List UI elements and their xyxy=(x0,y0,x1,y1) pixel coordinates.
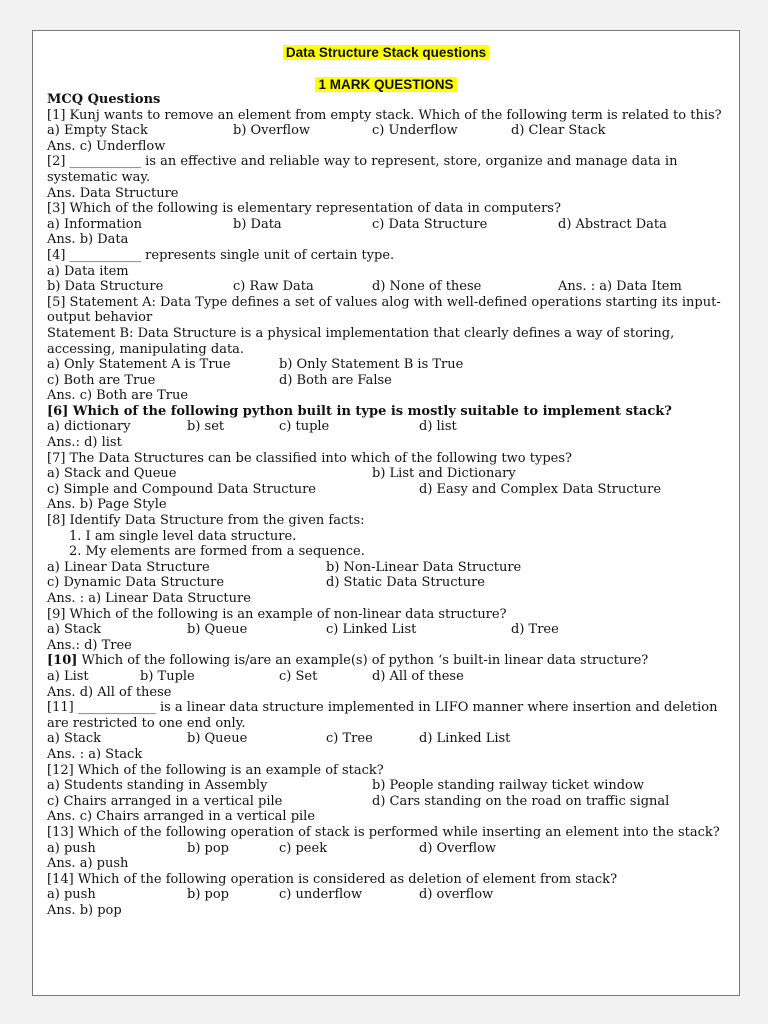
option-d: d) None of these xyxy=(372,279,482,295)
document-page xyxy=(32,30,740,996)
answer-12: Ans. c) Chairs arranged in a vertical pile xyxy=(47,809,316,825)
question-14-options xyxy=(47,887,731,903)
question-8-options-row2 xyxy=(47,575,731,591)
option-a: a) List xyxy=(47,668,89,684)
answer-3: Ans. b) Data xyxy=(47,232,129,248)
answer-5: Ans. c) Both are True xyxy=(47,388,189,404)
question-9: [9] Which of the following is an example of non-linear data structure? xyxy=(47,606,507,622)
option-a: a) Linear Data Structure xyxy=(47,559,210,575)
answer-7: Ans. b) Page Style xyxy=(47,497,167,513)
answer-1: Ans. c) Underflow xyxy=(47,138,166,154)
answer-9: Ans.: d) Tree xyxy=(47,637,132,653)
option-a: a) Stack and Queue xyxy=(47,466,177,482)
question-4-options xyxy=(47,279,731,295)
question-6-options xyxy=(47,419,731,435)
option-b: b) Queue xyxy=(187,622,248,638)
answer-10: Ans. d) All of these xyxy=(47,684,172,700)
option-b: b) Data Structure xyxy=(47,279,164,295)
answer-4: Ans. : a) Data Item xyxy=(558,279,682,295)
option-b: b) Queue xyxy=(187,731,248,747)
fact-1: 1. I am single level data structure. xyxy=(69,528,297,544)
question-list xyxy=(47,92,731,918)
option-b: b) Only Statement B is True xyxy=(279,357,464,373)
option-b: b) Non-Linear Data Structure xyxy=(326,559,522,575)
section-subtitle: 1 MARK QUESTIONS xyxy=(33,77,739,92)
option-c: c) peek xyxy=(279,840,328,856)
option-d: d) Tree xyxy=(511,622,559,638)
option-d: d) Static Data Structure xyxy=(326,575,485,591)
answer-14: Ans. b) pop xyxy=(47,902,122,918)
option-b: b) pop xyxy=(187,887,229,903)
fact-2: 2. My elements are formed from a sequence. xyxy=(69,544,365,560)
option-a: a) push xyxy=(47,887,96,903)
option-c: c) Dynamic Data Structure xyxy=(47,575,225,591)
document-title: Data Structure Stack questions xyxy=(33,45,739,60)
answer-6: Ans.: d) list xyxy=(47,435,122,451)
option-a: a) Data item xyxy=(47,263,129,279)
option-c: c) Chairs arranged in a vertical pile xyxy=(47,793,283,809)
option-d: d) Clear Stack xyxy=(511,123,606,139)
answer-8: Ans. : a) Linear Data Structure xyxy=(47,591,251,606)
question-12: [12] Which of the following is an example of stack? xyxy=(47,762,384,778)
option-d: d) All of these xyxy=(372,668,464,684)
option-b: b) Tuple xyxy=(140,668,195,684)
question-7-options-row1 xyxy=(47,466,731,482)
question-10-options xyxy=(47,669,731,685)
option-c: c) tuple xyxy=(279,419,330,435)
option-a: a) Empty Stack xyxy=(47,123,148,139)
option-a: a) Only Statement A is True xyxy=(47,357,231,373)
answer-2: Ans. Data Structure xyxy=(47,185,179,201)
option-a: a) push xyxy=(47,840,96,856)
option-d: d) overflow xyxy=(419,887,494,903)
option-c: c) Data Structure xyxy=(372,216,488,232)
question-3-options xyxy=(47,217,731,233)
question-6: [6] Which of the following python built in type is mostly suitable to implement stack? xyxy=(47,403,672,419)
option-b: b) People standing railway ticket window xyxy=(372,778,644,794)
question-9-options xyxy=(47,622,731,638)
question-8-options-row1 xyxy=(47,560,731,576)
option-d: d) Overflow xyxy=(419,840,497,856)
option-b: b) Overflow xyxy=(233,123,311,139)
answer-11: Ans. : a) Stack xyxy=(47,746,143,762)
question-1-options xyxy=(47,123,731,139)
question-13-options xyxy=(47,841,731,857)
question-13: [13] Which of the following operation of stack is performed while inserting an element into the stack? xyxy=(47,824,720,840)
question-11-options xyxy=(47,731,731,747)
option-c: c) Raw Data xyxy=(233,279,314,295)
question-5-statement-b: Statement B: Data Structure is a physical implementation that clearly defines a way of storing, accessing, manipulating data. xyxy=(47,325,675,357)
question-8: [8] Identify Data Structure from the given facts: xyxy=(47,513,365,529)
option-c: c) Both are True xyxy=(47,372,156,388)
question-5-options-row2 xyxy=(47,373,731,389)
question-1: [1] Kunj wants to remove an element from empty stack. Which of the following term is related to this? xyxy=(47,107,722,123)
option-c: c) underflow xyxy=(279,887,363,903)
question-10: [10] Which of the following is/are an example(s) of python ‘s built-in linear data structure? xyxy=(47,653,649,669)
option-d: d) list xyxy=(419,419,457,435)
question-7-options-row2 xyxy=(47,482,731,498)
answer-13: Ans. a) push xyxy=(47,856,129,872)
question-3: [3] Which of the following is elementary representation of data in computers? xyxy=(47,201,561,217)
option-d: d) Both are False xyxy=(279,372,392,388)
question-5-options-row1 xyxy=(47,357,731,373)
question-4: [4] ___________ represents single unit of certain type. xyxy=(47,247,395,263)
option-a: a) Stack xyxy=(47,731,101,747)
section-heading: MCQ Questions xyxy=(47,92,161,107)
option-c: c) Linked List xyxy=(326,622,417,638)
question-7: [7] The Data Structures can be classified into which of the following two types? xyxy=(47,450,572,466)
option-c: c) Underflow xyxy=(372,123,458,139)
option-d: d) Linked List xyxy=(419,731,511,747)
option-b: b) set xyxy=(187,419,225,435)
option-a: a) Students standing in Assembly xyxy=(47,778,268,794)
option-c: c) Set xyxy=(279,668,318,684)
question-14: [14] Which of the following operation is considered as deletion of element from stack? xyxy=(47,871,618,887)
option-b: b) Data xyxy=(233,216,282,232)
option-c: c) Simple and Compound Data Structure xyxy=(47,481,316,497)
option-b: b) List and Dictionary xyxy=(372,466,516,482)
option-a: a) dictionary xyxy=(47,419,131,435)
question-12-options-row2 xyxy=(47,794,731,810)
option-b: b) pop xyxy=(187,840,229,856)
option-d: d) Easy and Complex Data Structure xyxy=(419,481,662,497)
option-c: c) Tree xyxy=(326,731,373,747)
option-a: a) Information xyxy=(47,216,142,232)
option-d: d) Cars standing on the road on traffic signal xyxy=(372,793,670,809)
question-2: [2] ___________ is an effective and reliable way to represent, store, organize and manage data in systematic way. xyxy=(47,154,678,185)
question-5: [5] Statement A: Data Type defines a set of values alog with well-defined operations starting its input-output behavior xyxy=(47,294,721,326)
question-12-options-row1 xyxy=(47,778,731,794)
question-11: [11] ____________ is a linear data structure implemented in LIFO manner where insertion and deletion are restricted to one end only. xyxy=(47,700,718,731)
option-d: d) Abstract Data xyxy=(558,216,667,232)
option-a: a) Stack xyxy=(47,622,101,638)
